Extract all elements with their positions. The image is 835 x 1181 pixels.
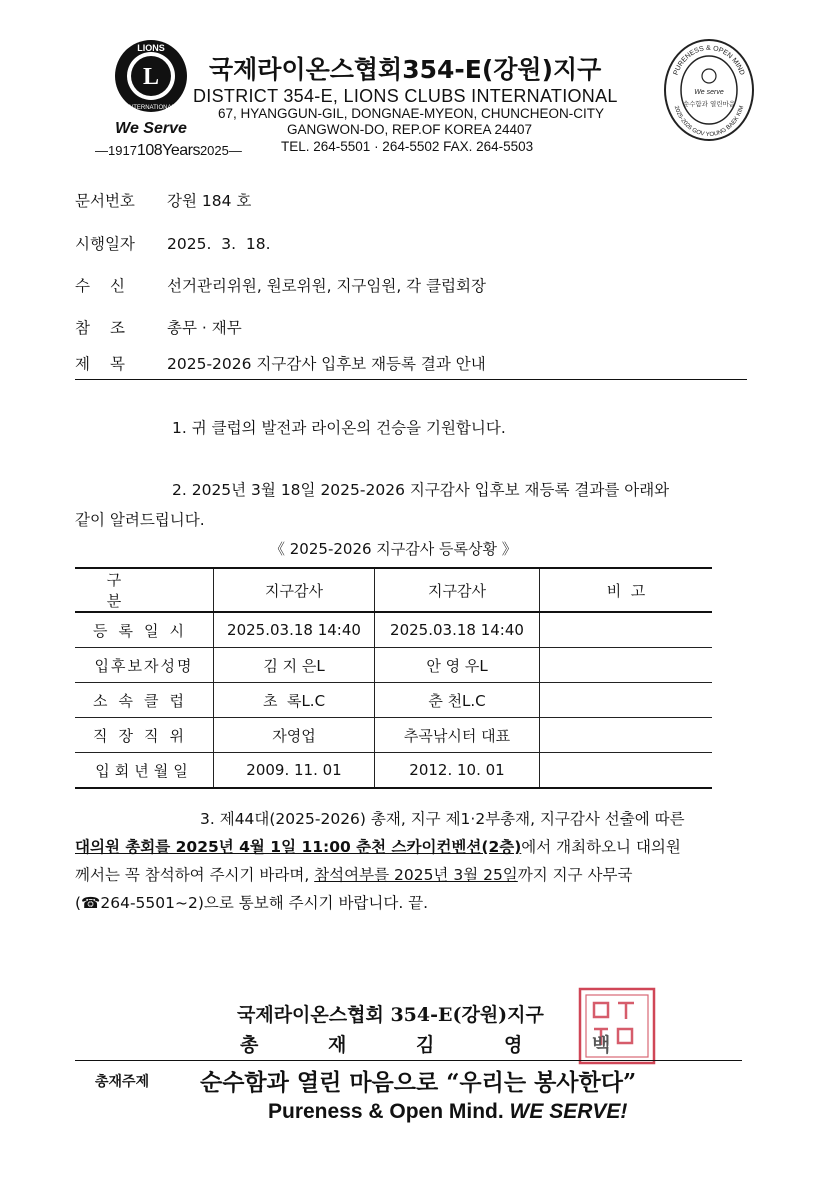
- anniversary-years: [95, 142, 242, 160]
- recipient-value: 선거관리위원, 원로위원, 지구임원, 각 클럽회장: [167, 277, 486, 295]
- table-cell: 2025.03.18 14:40: [375, 612, 540, 648]
- doc-number-row: [75, 189, 251, 211]
- years-prefix: —1917: [95, 143, 137, 158]
- attendance-request: 께서는 꼭 참석하여 주시기 바라며,: [75, 866, 315, 884]
- motto-label: 총재주제: [95, 1074, 150, 1090]
- signature-organization: 국제라이온스협회 354-E(강원)지구: [237, 1004, 544, 1026]
- signature-name-1: 김: [416, 1034, 435, 1056]
- table-cell: [540, 683, 713, 718]
- header-candidate-2: 지구감사: [375, 568, 540, 612]
- org-name-english: DISTRICT 354-E, LIONS CLUBS INTERNATIONAL: [193, 86, 618, 106]
- logo-text: LIONS: [137, 43, 165, 53]
- reference-row: [75, 316, 242, 338]
- doc-number-label: 문서번호: [75, 192, 135, 210]
- table-cell: 초 록L.C: [214, 683, 375, 718]
- table-cell: 김 지 은L: [214, 648, 375, 683]
- logo-ring-text: INTERNATIONAL: [127, 105, 175, 111]
- table-cell: 2025.03.18 14:40: [214, 612, 375, 648]
- paragraph-1: 1. 귀 클럽의 발전과 라이온의 건승을 기원합니다.: [172, 419, 506, 437]
- registration-table: [75, 567, 712, 789]
- recipient-row: [75, 274, 486, 296]
- header-divider: [75, 379, 747, 380]
- table-cell: 2012. 10. 01: [375, 753, 540, 789]
- signature-name-2: 영: [504, 1034, 523, 1056]
- footer-divider: [75, 1060, 742, 1061]
- table-cell: [540, 648, 713, 683]
- motto-korean: 순수함과 열린 마음으로 “우리는 봉사한다”: [200, 1069, 637, 1096]
- recipient-label: 수신: [75, 277, 145, 295]
- table-cell: 추곡낚시터 대표: [375, 718, 540, 753]
- years-main: 108Years: [136, 142, 200, 159]
- header-remarks: 비 고: [540, 568, 713, 612]
- table-row: [75, 683, 712, 718]
- table-cell: [540, 612, 713, 648]
- seal-ring-top: PURENESS & OPEN MIND: [672, 44, 746, 77]
- paragraph-3-line-3: [75, 863, 632, 885]
- seal-center-text: 순수함과 열린마음: [682, 100, 736, 108]
- reference-label: 참조: [75, 319, 145, 337]
- motto-english: [268, 1100, 627, 1124]
- reference-value: 총무 · 재무: [167, 319, 242, 337]
- table-cell: 자영업: [214, 718, 375, 753]
- row-label: 등록일시: [75, 612, 214, 648]
- table-row: [75, 612, 712, 648]
- signature-name-3: 백: [592, 1034, 611, 1056]
- table-caption: 《 2025-2026 지구감사 등록상황 》: [270, 540, 517, 558]
- svg-text:2025-2026 GOV YOUNG BAEK KIM: [673, 105, 746, 138]
- paragraph-3-line-2: [75, 835, 681, 857]
- issue-date-label: 시행일자: [75, 235, 135, 253]
- attendance-deadline: 참석여부를 2025년 3월 25일: [314, 866, 518, 884]
- paragraph-3-line-4: (☎264-5501~2)으로 통보해 주시기 바랍니다. 끝.: [75, 894, 429, 912]
- address-line-2: GANGWON-DO, REP.OF KOREA 24407: [287, 122, 533, 137]
- motto-english-main: Pureness & Open Mind.: [268, 1100, 510, 1123]
- table-header-row: [75, 568, 712, 612]
- issue-date-row: [75, 232, 271, 254]
- signature-title-1: 총: [240, 1034, 259, 1056]
- seal-ring-bottom: 2025-2026 GOV YOUNG BAEK KIM: [672, 105, 746, 139]
- org-name-korean: 국제라이온스협회354-E(강원)지구: [209, 55, 602, 84]
- governor-theme-seal-icon: [663, 38, 755, 142]
- paragraph-2-line-1: 2. 2025년 3월 18일 2025-2026 지구감사 입후보 재등록 결과를 아래와: [172, 481, 670, 499]
- subject-label: 제목: [75, 355, 145, 373]
- seal-we-serve: We serve: [694, 89, 724, 96]
- attendance-office: 까지 지구 사무국: [517, 866, 633, 884]
- table-cell: [540, 718, 713, 753]
- table-cell: 춘 천L.C: [375, 683, 540, 718]
- row-label: 입후보자성명: [75, 648, 214, 683]
- table-row: [75, 753, 712, 789]
- table-row: [75, 648, 712, 683]
- we-serve-slogan: We Serve: [115, 120, 187, 137]
- table-row: [75, 718, 712, 753]
- header-candidate-1: 지구감사: [214, 568, 375, 612]
- motto-we-serve: WE SERVE!: [509, 1100, 628, 1123]
- doc-number-value: 강원 184 호: [167, 192, 252, 210]
- logo-letter: L: [142, 64, 160, 90]
- signature-governor: [240, 1030, 680, 1057]
- assembly-notice: 대의원 총회를 2025년 4월 1일 11:00 춘천 스카이컨벤션(2층): [75, 838, 522, 856]
- table-cell: 2009. 11. 01: [214, 753, 375, 789]
- assembly-notice-rest: 에서 개최하오니 대의원: [521, 838, 681, 856]
- subject-row: [75, 352, 486, 374]
- row-label: 소속클럽: [75, 683, 214, 718]
- lions-logo: [95, 38, 242, 160]
- header-category: 구분: [75, 568, 214, 612]
- paragraph-2-line-2: 같이 알려드립니다.: [75, 511, 205, 529]
- years-suffix: 2025—: [199, 143, 242, 158]
- row-label: 입회년월일: [75, 753, 214, 789]
- signature-title-2: 재: [328, 1034, 347, 1056]
- issue-date-value: 2025. 3. 18.: [167, 235, 271, 253]
- lions-emblem-icon: [113, 38, 189, 114]
- table-cell: 안 영 우L: [375, 648, 540, 683]
- row-label: 직장직위: [75, 718, 214, 753]
- table-cell: [540, 753, 713, 789]
- paragraph-3-line-1: 3. 제44대(2025-2026) 총재, 지구 제1·2부총재, 지구감사 선출에 따른: [200, 810, 685, 828]
- subject-value: 2025-2026 지구감사 입후보 재등록 결과 안내: [167, 355, 486, 373]
- address-line-1: 67, HYANGGUN-GIL, DONGNAE-MYEON, CHUNCHEON-CITY: [218, 106, 605, 121]
- phone-fax: TEL. 264-5501 · 264-5502 FAX. 264-5503: [281, 139, 534, 154]
